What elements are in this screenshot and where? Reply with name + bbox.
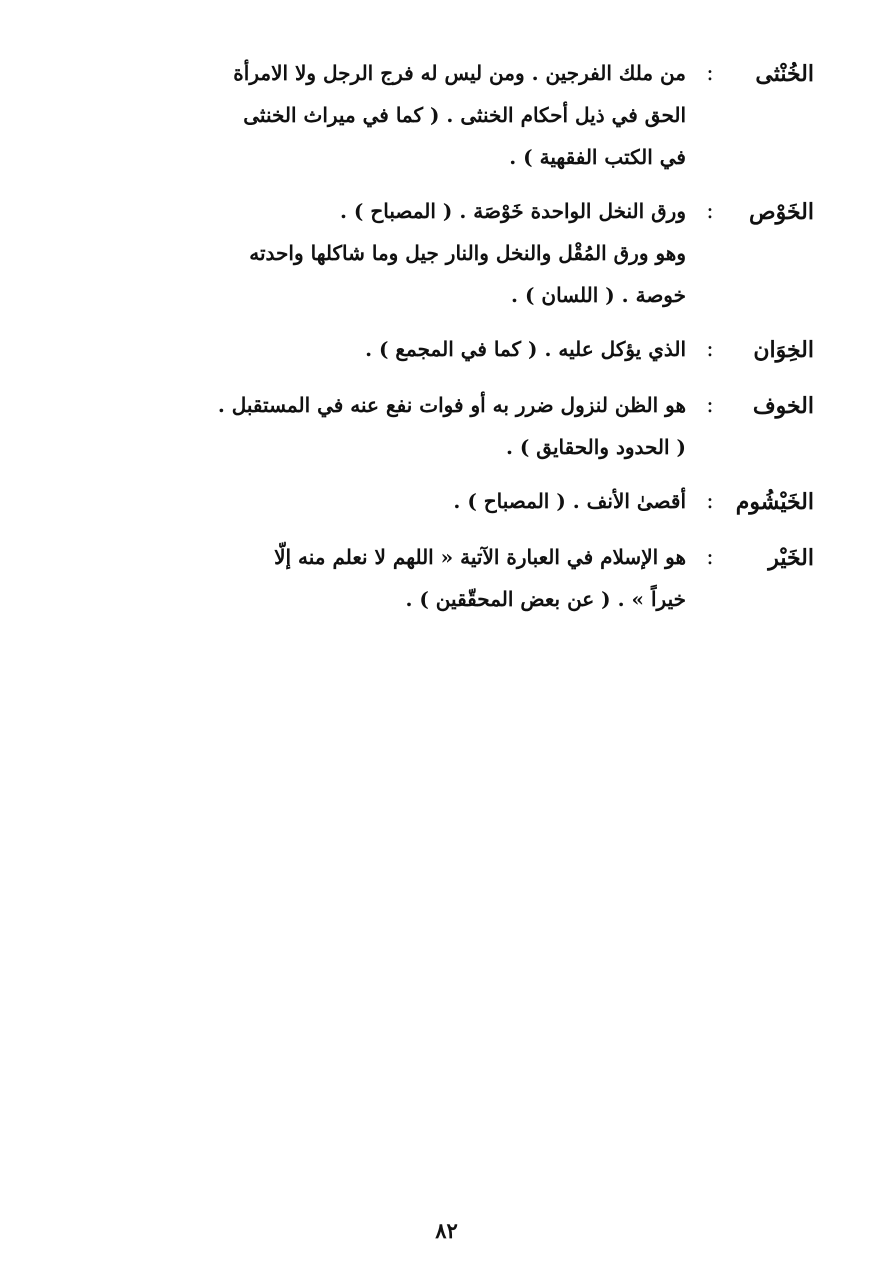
term-separator: : xyxy=(706,489,714,514)
entry-definition xyxy=(84,480,696,522)
entry-definition xyxy=(84,190,696,316)
entry-term: الخَيْشُوم xyxy=(735,489,814,515)
page-number: ٨٢ xyxy=(435,1218,458,1243)
term-separator: : xyxy=(706,337,714,362)
definition-line: أقصىٰ الأنف . ( المصباح ) . xyxy=(453,489,686,513)
entry-khiwan xyxy=(84,328,814,372)
definition-line: خيراً » . ( عن بعض المحقّقين ) . xyxy=(405,587,686,611)
entry-term: الخوف xyxy=(752,393,814,419)
term-separator: : xyxy=(706,545,714,570)
entry-term: الخُنْثى xyxy=(755,61,814,87)
entry-term: الخَوْص xyxy=(749,199,814,225)
entry-definition xyxy=(84,536,696,620)
entry-definition xyxy=(84,328,696,370)
entry-khaws xyxy=(84,190,814,316)
entry-khayr xyxy=(84,536,814,620)
definition-line: الذي يؤكل عليه . ( كما في المجمع ) . xyxy=(365,337,686,361)
definition-line: من ملك الفرجين . ومن ليس له فرج الرجل ولا الامرأة xyxy=(233,61,686,85)
term-separator: : xyxy=(706,61,714,86)
entry-khuntha xyxy=(84,52,814,178)
definition-line: ورق النخل الواحدة خَوْصَة . ( المصباح ) . xyxy=(339,199,686,223)
entry-khawf xyxy=(84,384,814,468)
definition-line: الحق في ذيل أحكام الخنثى . ( كما في ميراث الخنثى xyxy=(243,103,686,127)
term-separator: : xyxy=(706,199,714,224)
definition-line: خوصة . ( اللسان ) . xyxy=(511,283,686,307)
definition-line: ( الحدود والحقايق ) . xyxy=(505,435,686,459)
definition-line: هو الإسلام في العبارة الآتية « اللهم لا نعلم منه إلّا xyxy=(274,545,686,569)
entry-khayshum xyxy=(84,480,814,524)
term-separator: : xyxy=(706,393,714,418)
entry-definition xyxy=(84,52,696,178)
definition-line: هو الظن لنزول ضرر به أو فوات نفع عنه في المستقبل . xyxy=(217,393,686,417)
entry-term: الخِوَان xyxy=(753,337,814,363)
entry-list xyxy=(84,52,814,632)
entry-definition xyxy=(84,384,696,468)
definition-line: وهو ورق المُقْل والنخل والنار جيل وما شاكلها واحدته xyxy=(249,241,686,265)
definition-line: في الكتب الفقهية ) . xyxy=(509,145,686,169)
entry-term: الخَيْر xyxy=(768,545,814,571)
